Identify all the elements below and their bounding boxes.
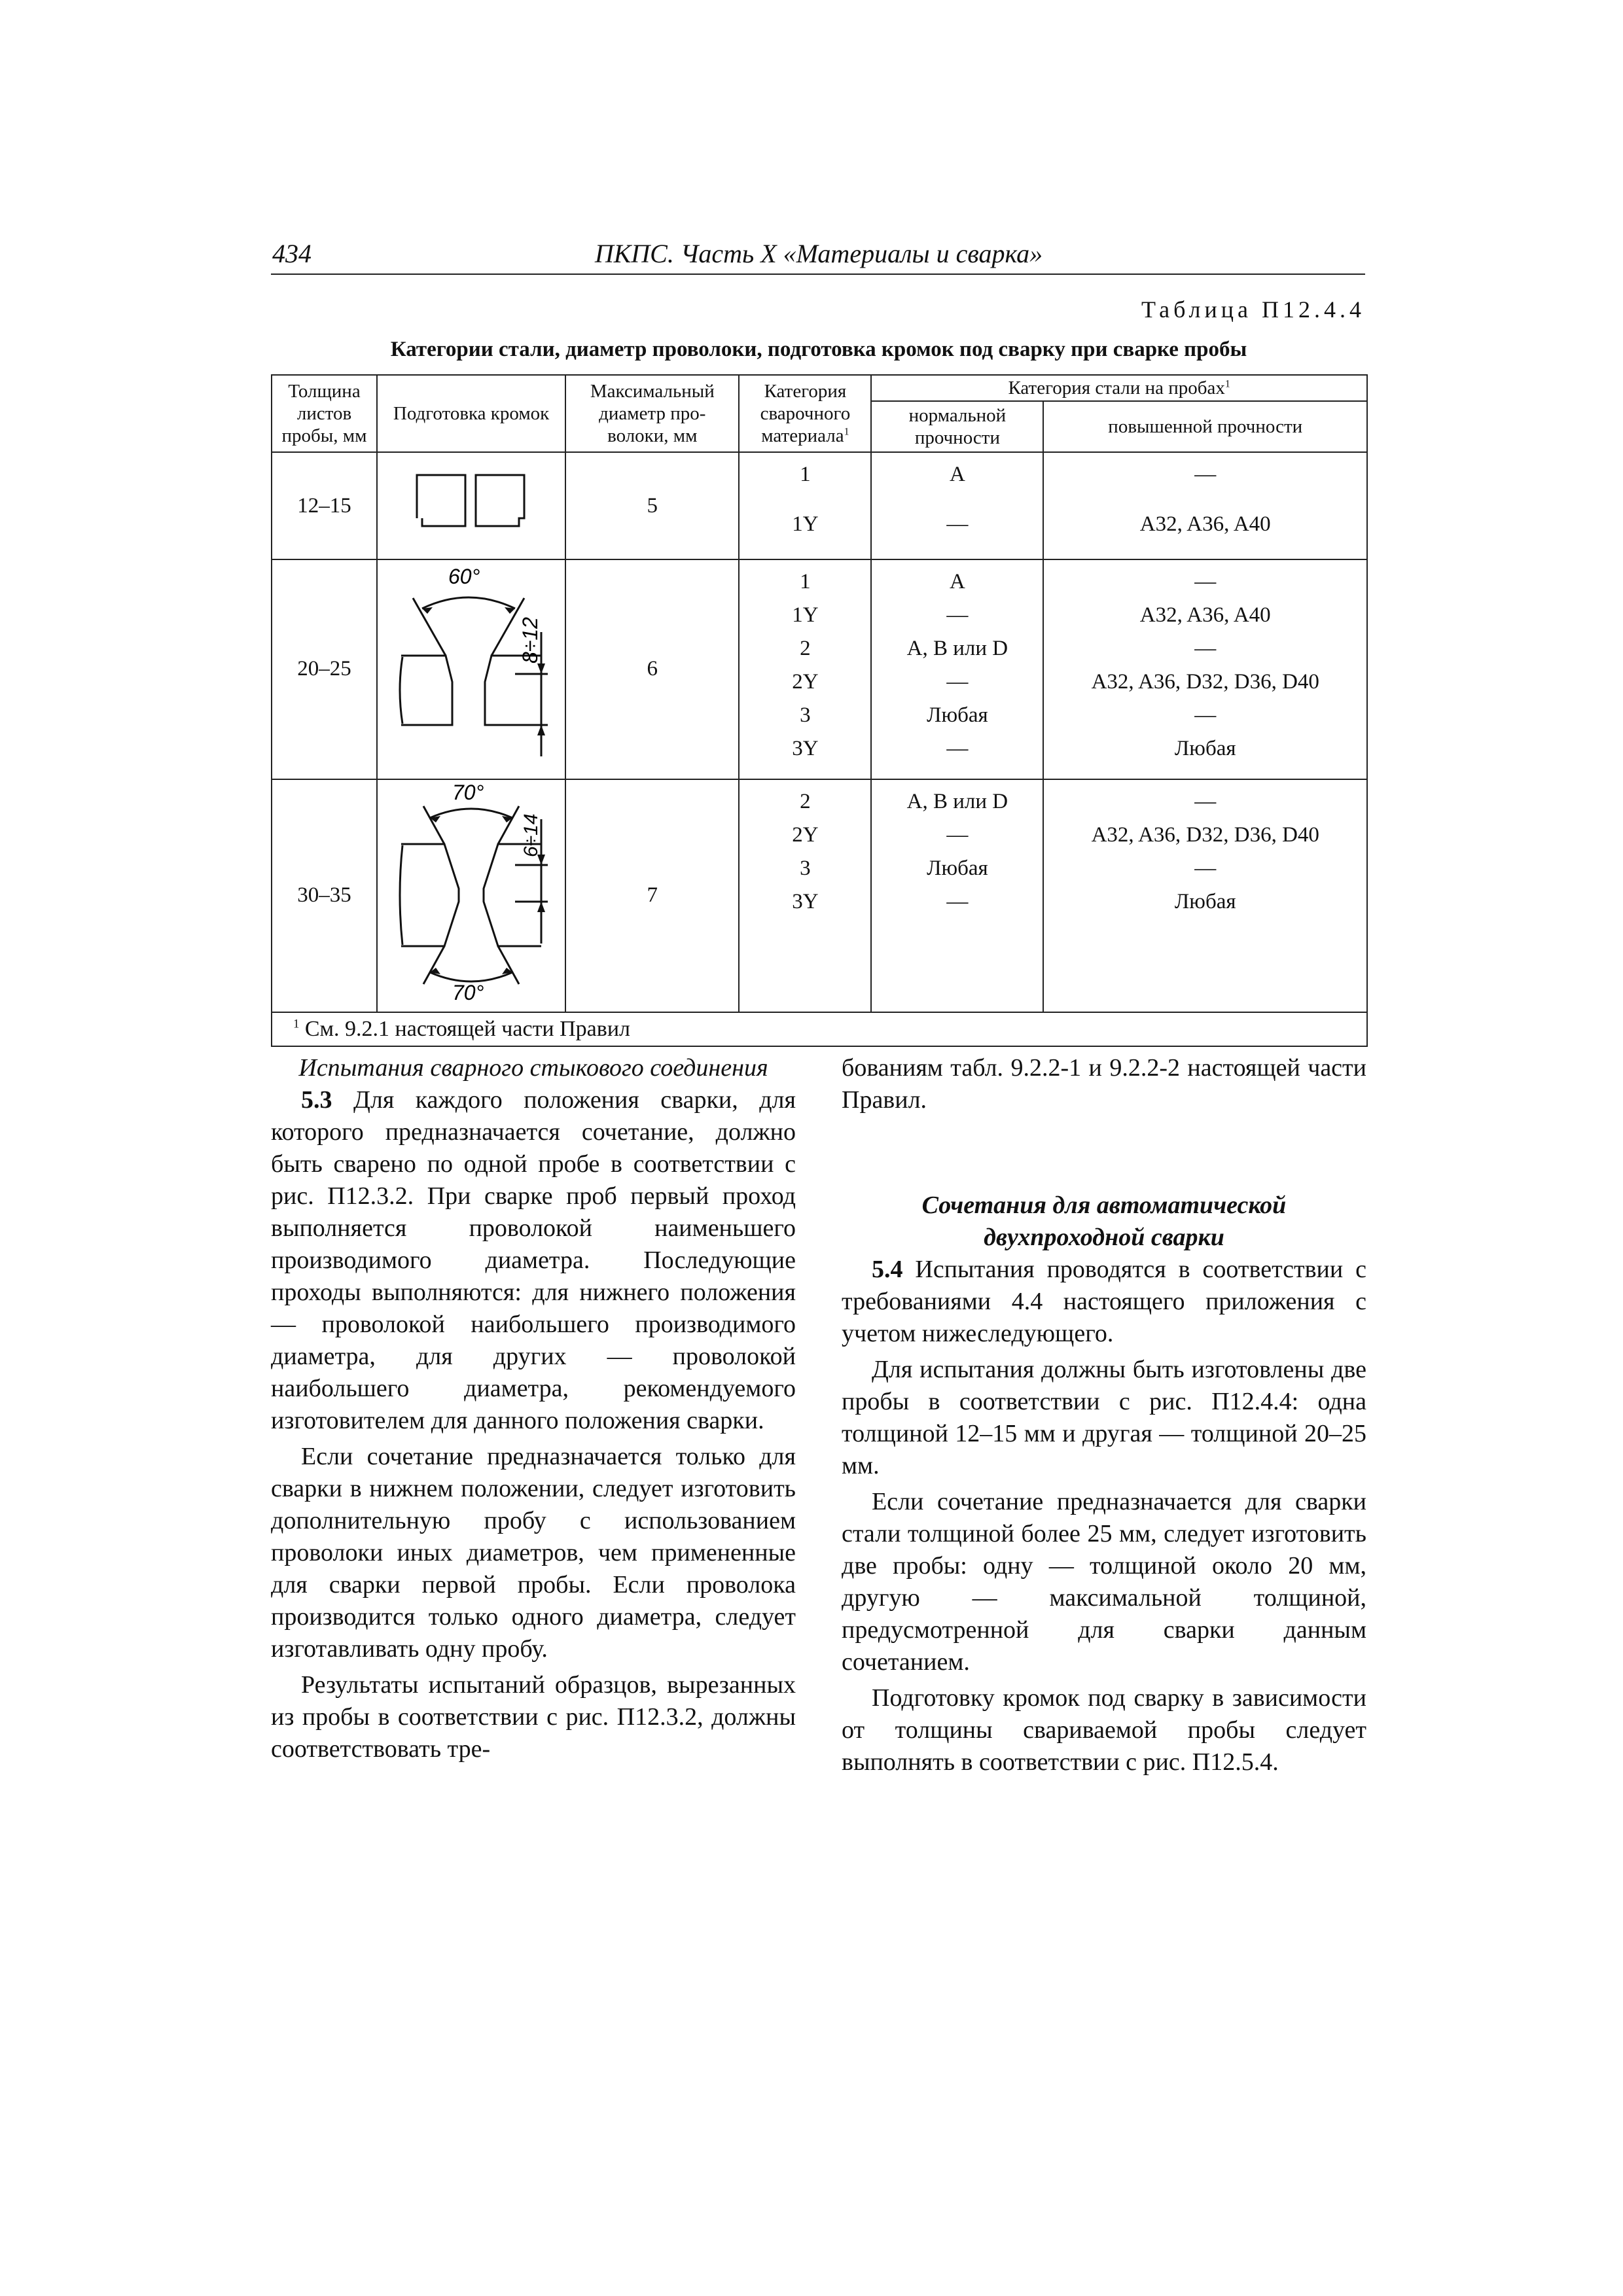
thickness-cell: 30–35 <box>272 779 377 1012</box>
high-strength-cell: — A32, A36, D32, D36, D40 — Любая <box>1043 779 1367 1012</box>
header-edge-prep: Подготовка кромок <box>377 375 565 452</box>
diameter-cell: 5 <box>565 452 739 559</box>
header-normal-strength: нормальной прочности <box>871 401 1043 452</box>
table-row <box>272 779 1367 1012</box>
section-heading-line2: двухпроходной сварки <box>984 1224 1224 1251</box>
sketch-angle-top-label: 70° <box>452 780 484 804</box>
header-thickness: Толщина листов пробы, мм <box>272 375 377 452</box>
sketch-angle-label: 60° <box>448 564 480 588</box>
steel-category-table <box>271 374 1368 1047</box>
right-column <box>842 1052 1366 1778</box>
section-heading: Испытания сварного стыкового соединения <box>298 1054 768 1082</box>
running-title: ПКПС. Часть X «Материалы и сварка» <box>594 239 1043 268</box>
table-footnote: $^1$ См. 9.2.1 настоящей части Правил <box>272 1012 1367 1046</box>
header-high-strength: повышенной прочности <box>1043 401 1367 452</box>
table-label: Таблица П12.4.4 <box>1141 296 1365 323</box>
table-row <box>272 452 1367 559</box>
table-footnote-row <box>272 1012 1367 1046</box>
sketch-angle-bottom-label: 70° <box>452 980 484 1004</box>
diameter-cell: 6 <box>565 559 739 779</box>
paragraph: Если сочетание предназначается для сварки стали толщиной более 25 мм, следует изготовить две пробы: одну — толщиной около 20 мм, другую — максимальной толщиной, предусмотренной для сварки данным сочетанием. <box>842 1488 1366 1676</box>
table-header-row <box>272 375 1367 401</box>
continuation-paragraph: бованиям табл. 9.2.2-1 и 9.2.2-2 настоящей части Правил. <box>842 1054 1366 1114</box>
paragraph: 5.4 Испытания проводятся в соответствии с требованиями 4.4 настоящего приложения с учетом нижеследующего. <box>842 1256 1366 1347</box>
sketch-dimension-label: 8÷12 <box>518 616 543 663</box>
header-steel-category: Категория стали на пробах$^1$ <box>871 375 1367 401</box>
clause-number: 5.3 <box>301 1086 332 1114</box>
left-column <box>271 1052 796 1765</box>
normal-strength-cell: A — A, B или D — Любая — <box>871 559 1043 779</box>
material-cell: 1 1Y <box>739 452 871 559</box>
header-material-category: Категория сварочного материала$^1$ <box>739 375 871 452</box>
header-rule <box>271 274 1365 275</box>
square-butt-sketch <box>388 453 554 551</box>
paragraph: Результаты испытаний образцов, вырезанных из пробы в соответствии с рис. П12.3.2, должны соответствовать тре- <box>271 1671 796 1763</box>
material-cell: 1 1Y 2 2Y 3 3Y <box>739 559 871 779</box>
normal-strength-cell: A — <box>871 452 1043 559</box>
single-v-sketch <box>388 560 554 771</box>
paragraph: Если сочетание предназначается только для сварки в нижнем положении, следует изготовить дополнительную пробу с использованием проволоки иных диаметров, чем примененные для сварки первой пробы. Если проволока производится только одного диаметра, следует изготавливать одну пробу. <box>271 1443 796 1663</box>
edge-prep-sketch-single-v <box>377 559 565 779</box>
page-number: 434 <box>272 239 312 268</box>
double-v-sketch <box>388 780 554 1004</box>
edge-prep-sketch-double-v <box>377 779 565 1012</box>
normal-strength-cell: A, B или D — Любая — <box>871 779 1043 1012</box>
high-strength-cell: — A32, A36, A40 — A32, A36, D32, D36, D40 — Любая <box>1043 559 1367 779</box>
paragraph: Для испытания должны быть изготовлены две пробы в соответствии с рис. П12.4.4: одна толщиной 12–15 мм и другая — толщиной 20–25 мм. <box>842 1356 1366 1479</box>
high-strength-cell: — A32, A36, A40 <box>1043 452 1367 559</box>
edge-prep-sketch-square <box>377 452 565 559</box>
table-row <box>272 559 1367 779</box>
clause-number: 5.4 <box>872 1256 903 1283</box>
paragraph: Подготовку кромок под сварку в зависимости от толщины свариваемой пробы следует выполнять в соответствии с рис. П12.5.4. <box>842 1684 1366 1776</box>
sketch-dimension-label: 6÷14 <box>520 813 543 857</box>
paragraph: 5.3 Для каждого положения сварки, для которого предназначается сочетание, должно быть сварено по одной пробе в соответствии с рис. П12.3.2. При сварке проб первый проход выполняется проволокой наименьшего производимого диаметра. Последующие проходы выполняются: для нижнего положения — проволокой наибольшего производимого диаметра, для других — проволокой наибольшего диаметра, рекомендуемого изготовителем для данного положения сварки. <box>271 1086 796 1434</box>
header-max-diameter: Максимальный диаметр про- волоки, мм <box>565 375 739 452</box>
section-heading: Сочетания для автоматической <box>921 1192 1287 1219</box>
thickness-cell: 12–15 <box>272 452 377 559</box>
material-cell: 2 2Y 3 3Y <box>739 779 871 1012</box>
thickness-cell: 20–25 <box>272 559 377 779</box>
table-caption: Категории стали, диаметр проволоки, подготовка кромок под сварку при сварке пробы <box>390 338 1247 361</box>
diameter-cell: 7 <box>565 779 739 1012</box>
